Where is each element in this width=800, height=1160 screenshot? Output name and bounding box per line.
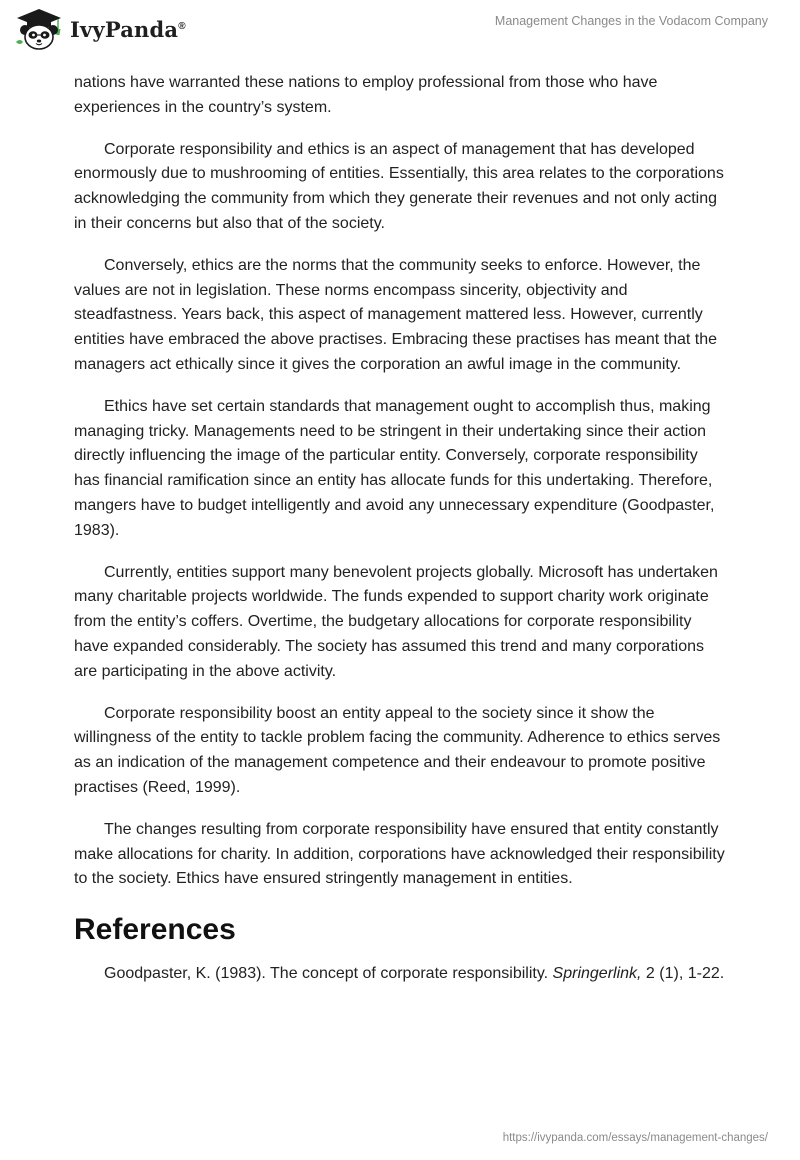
reference-text: Goodpaster, K. (1983). The concept of corporate responsibility. [104,965,553,983]
paragraph: Currently, entities support many benevolent projects globally. Microsoft has undertaken many charitable projects worldwide. The funds expended to support charity work originate from the entity’s coffers. Overtime, the budgetary allocations for corporate responsibility have expanded considerably. The society has assumed this trend and many corporations are participating in the above activity. [74,563,718,680]
registered-mark: ® [178,20,186,32]
references-heading: References [74,913,236,947]
paragraph: Ethics have set certain standards that management ought to accomplish thus, making managing tricky. Managements need to be stringent in their undertaking since their action directly influencing the image of the particular entity. Conversely, corporate responsibility has financial ramification since an entity has allocate funds for this undertaking. Therefore, mangers have to budget intelligently and avoid any unnecessary expenditure (Goodpaster, 1983). [74,397,715,539]
paragraph: Conversely, ethics are the norms that the community seeks to enforce. However, the values are not in legislation. These norms encompass sincerity, objectivity and steadfastness. Years back, this aspect of management mattered less. However, currently entities have embraced the above practises. Embracing these practises has meant that the managers act ethically since it gives the corporation an awful image in the community. [74,256,718,373]
paragraph: Corporate responsibility and ethics is an aspect of management that has developed enormously due to mushrooming of entities. Essentially, this area relates to the corporations acknowledging the community from which they generate their revenues and not only acting in their concerns but also that of the society. [74,140,724,232]
paragraph: nations have warranted these nations to employ professional from those who have experiences in the country’s system. [74,74,658,116]
document-title: Management Changes in the Vodacom Company [494,14,768,28]
paragraph: Corporate responsibility boost an entity appeal to the society since it show the willingness of the entity to tackle problem facing the community. Adherence to ethics serves as an indication of the management competence and their endeavour to promote positive practises (Reed, 1999). [74,704,721,796]
ivypanda-logo[interactable] [14,8,186,50]
essay-content [74,71,726,1004]
page-header [0,0,800,70]
paragraph: The changes resulting from corporate responsibility have ensured that entity constantly make allocations for charity. In addition, corporations have acknowledged their responsibility to the society. Ethics have ensured stringently management in entities. [74,820,725,888]
brand-name: IvyPanda® [70,16,186,42]
panda-graduate-icon [14,8,64,50]
source-url-link[interactable]: https://ivypanda.com/essays/management-changes/ [502,1132,768,1144]
reference-item [74,962,726,987]
reference-details: 2 (1), 1-22. [641,965,725,983]
reference-journal: Springerlink, [552,965,642,983]
